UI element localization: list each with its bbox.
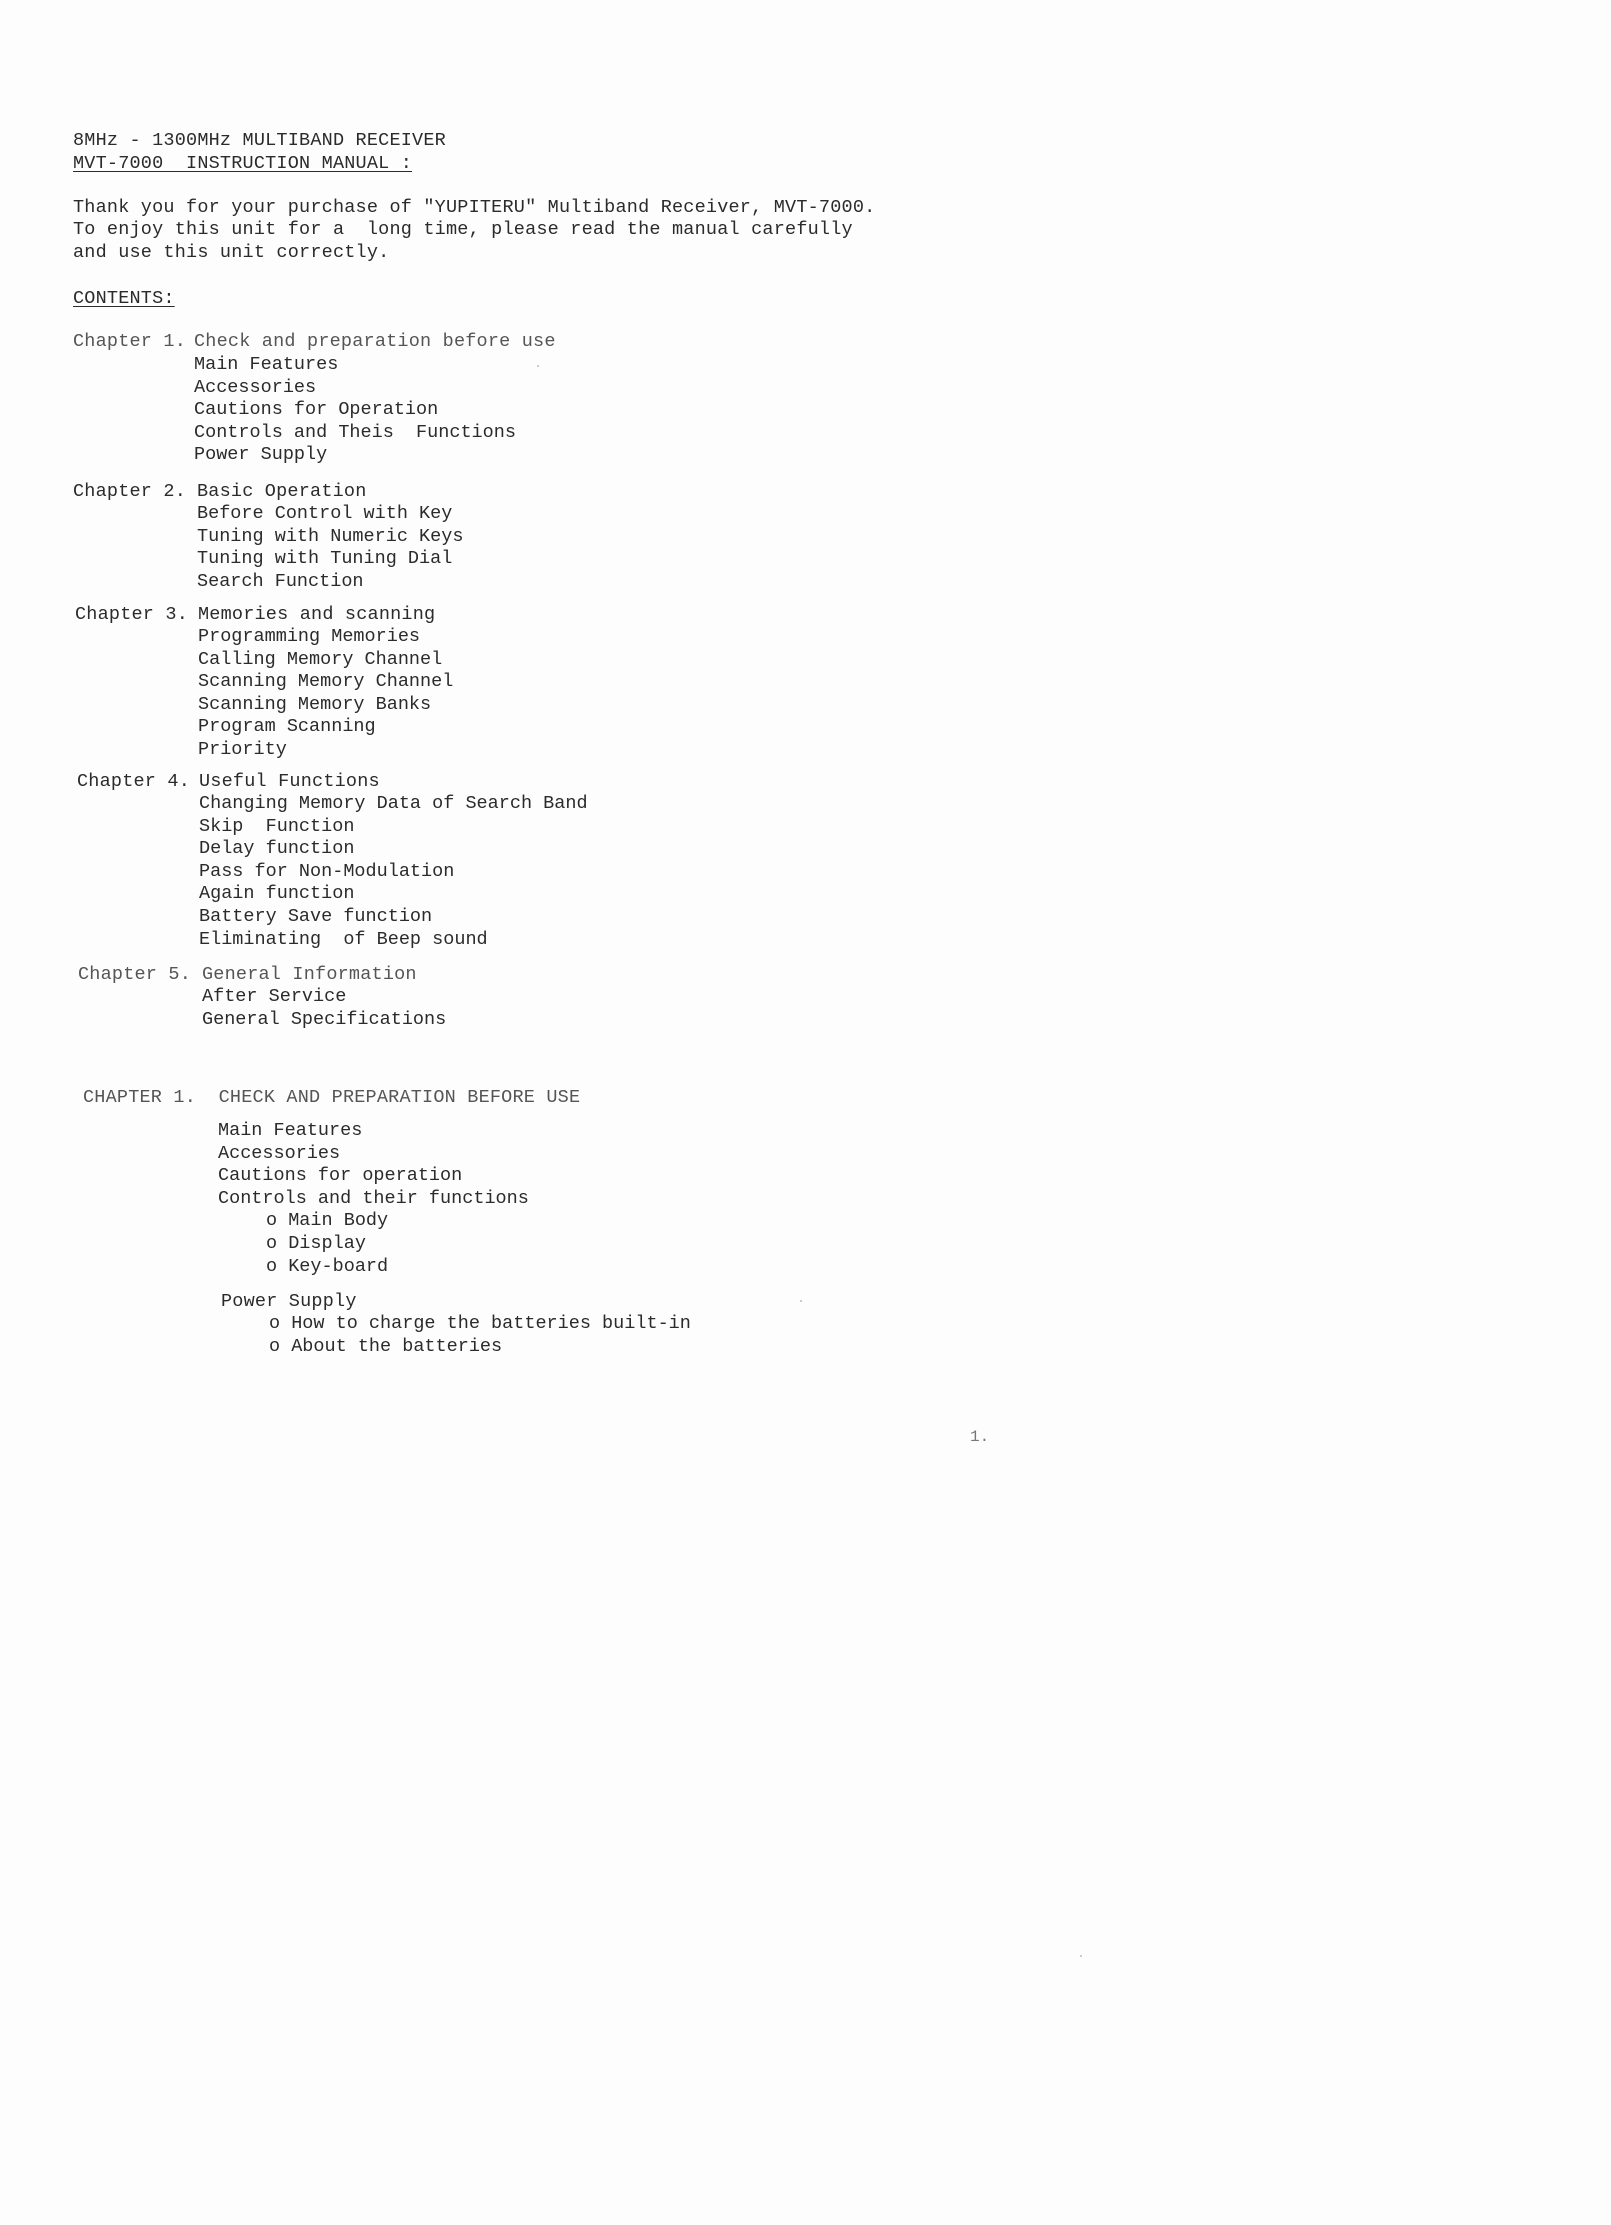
power-supply-items [221,1313,691,1358]
toc-item: General Specifications [202,1008,447,1030]
chapter-1-item: Cautions for operation [218,1165,463,1187]
toc-item: Cautions for Operation [194,399,439,421]
page-number: 1. [970,1428,990,1446]
intro-line2: To enjoy this unit for a long time, please read the manual carefully [73,219,853,240]
manual-title-line1: 8MHz - 1300MHz MULTIBAND RECEIVER [73,130,446,151]
scan-speck [1080,1955,1082,1957]
toc-item: Again function [199,883,355,905]
chapter-1-subitem: o Main Body [266,1210,389,1232]
toc-chapter-2-title: Basic Operation [197,481,367,502]
toc-item: After Service [202,986,347,1007]
toc-chapter-2-items [197,503,463,593]
toc-item: Eliminating of Beep sound [199,928,488,950]
chapter-1-item: Main Features [218,1120,363,1141]
toc-item: Skip Function [199,815,355,837]
power-supply-subitem: o How to charge the batteries built-in [269,1313,691,1334]
toc-chapter-2-number: Chapter 2. [73,481,187,502]
toc-chapter-1-title: Check and preparation before use [194,331,556,352]
toc-item: Search Function [197,570,364,592]
toc-item: Scanning Memory Channel [198,671,454,693]
toc-chapter-1-number: Chapter 1. [73,331,187,352]
chapter-1-item: Controls and their functions [218,1187,529,1209]
toc-item: Tuning with Tuning Dial [197,548,453,570]
chapter-1-items [218,1120,529,1278]
contents-label: CONTENTS: [73,288,175,309]
chapter-1-heading: CHAPTER 1. CHECK AND PREPARATION BEFORE USE [83,1087,581,1108]
manual-title-line2: MVT-7000 INSTRUCTION MANUAL : [73,153,413,174]
toc-item: Power Supply [194,444,328,466]
chapter-1-subitem: o Display [266,1232,366,1254]
toc-chapter-5-items [202,986,446,1031]
toc-item: Battery Save function [199,905,433,927]
toc-chapter-3-title: Memories and scanning [198,604,436,625]
toc-chapter-3-items [198,626,453,762]
power-supply-subitem: o About the batteries [269,1335,503,1357]
toc-item: Calling Memory Channel [198,648,443,670]
toc-chapter-4-number: Chapter 4. [77,771,191,792]
toc-item: Programming Memories [198,626,421,647]
toc-item: Accessories [194,376,317,398]
toc-item: Delay function [199,838,355,860]
chapter-1-subitem: o Key-board [266,1255,389,1277]
toc-item: Program Scanning [198,716,376,738]
scan-speck [537,365,539,367]
toc-chapter-4-title: Useful Functions [199,771,380,792]
toc-chapter-5-title: General Information [202,964,417,985]
toc-chapter-3-number: Chapter 3. [75,604,189,625]
toc-chapter-4-items [199,793,588,951]
toc-item: Main Features [194,354,339,375]
toc-chapter-1-items [194,354,516,467]
chapter-1-item: Accessories [218,1142,341,1164]
toc-item: Scanning Memory Banks [198,693,432,715]
toc-item: Pass for Non-Modulation [199,860,455,882]
toc-item: Tuning with Numeric Keys [197,525,464,547]
power-supply-heading: Power Supply [221,1291,357,1312]
toc-item: Priority [198,738,287,760]
toc-item: Changing Memory Data of Search Band [199,793,588,814]
toc-item: Controls and Theis Functions [194,421,516,443]
intro-line1: Thank you for your purchase of "YUPITERU" Multiband Receiver, MVT-7000. [73,197,876,218]
intro-line3: and use this unit correctly. [73,242,390,263]
toc-item: Before Control with Key [197,503,453,524]
toc-chapter-5-number: Chapter 5. [78,964,192,985]
scan-speck [800,1300,802,1302]
